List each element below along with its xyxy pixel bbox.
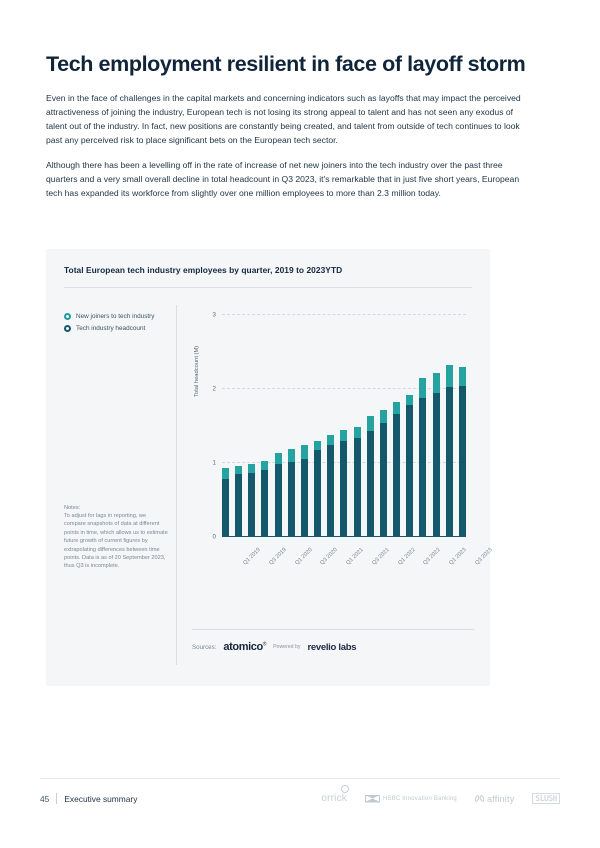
legend-label: Tech industry headcount — [76, 325, 146, 333]
x-axis-tick: Q3 2023 — [473, 547, 494, 567]
bar[interactable] — [354, 427, 361, 537]
legend-item-new-joiners[interactable] — [64, 313, 174, 320]
bar-segment-new-joiners — [354, 427, 361, 438]
bar-segment-headcount — [248, 473, 255, 537]
bar[interactable] — [301, 445, 308, 537]
y-axis-tick: 1 — [212, 459, 216, 467]
x-axis-tick: Q1 2023 — [448, 547, 468, 567]
bar-segment-headcount — [459, 386, 466, 537]
bar-segment-new-joiners — [446, 365, 453, 386]
page-footer — [40, 793, 560, 804]
bar[interactable] — [248, 464, 255, 537]
footer-divider — [40, 778, 560, 779]
bar-segment-new-joiners — [222, 468, 229, 478]
bar[interactable] — [419, 378, 426, 537]
footer-separator — [56, 793, 57, 804]
bar-segment-new-joiners — [419, 378, 426, 398]
paragraph-1: Even in the face of challenges in the capital markets and concerning indicators such as layoffs that may impact the perceived attractiveness of joining the industry, European tech is not losing its strong appeal to talent and has not seen any exodus of talent out of the industry. In fact, new positions are constantly being created, and talent from outside of tech continues to look past any perceived risk to place significant bets on the European tech sector. — [46, 93, 521, 145]
hsbc-logo — [365, 795, 457, 803]
x-axis-tick: Q3 2020 — [319, 547, 340, 567]
chart-notes — [64, 505, 168, 571]
bar[interactable] — [433, 373, 440, 537]
chart-side-panel — [64, 305, 174, 665]
bar-segment-new-joiners — [301, 445, 308, 459]
x-axis-labels — [222, 543, 494, 603]
y-axis-tick: 2 — [212, 385, 216, 393]
panel-divider — [176, 305, 177, 665]
orrick-wordmark: orrick — [321, 793, 347, 804]
chart-title-divider — [64, 287, 472, 288]
bar-segment-new-joiners — [433, 373, 440, 393]
notes-heading: Notes: — [64, 505, 81, 511]
chart-plot-area — [192, 305, 494, 610]
slush-logo: SLUSH — [532, 793, 560, 804]
bar[interactable] — [314, 441, 321, 537]
footer-logos — [321, 793, 560, 804]
bar[interactable] — [340, 430, 347, 537]
y-axis-tick: 0 — [212, 533, 216, 541]
bar-segment-headcount — [354, 438, 361, 537]
notes-body: To adjust for lags in reporting, we compare snapshots of data at different points in time, which allows us to estimate future growth of current figures by extrapolating differences between time points. Data is as of 20 September 2023, thus Q3 is incomplete. — [64, 513, 168, 570]
bar-segment-headcount — [406, 405, 413, 537]
bar-segment-new-joiners — [248, 464, 255, 473]
affinity-rings-icon — [475, 795, 484, 802]
bar-segment-headcount — [367, 431, 374, 537]
bar[interactable] — [380, 410, 387, 537]
legend-item-headcount[interactable] — [64, 325, 174, 332]
bar-segment-new-joiners — [459, 367, 466, 386]
bar[interactable] — [446, 365, 453, 537]
bar-segment-headcount — [301, 459, 308, 537]
bar-segment-new-joiners — [288, 449, 295, 462]
x-axis-tick: Q1 2022 — [396, 547, 417, 567]
bar-segment-headcount — [393, 414, 400, 537]
chart-legend — [64, 313, 174, 332]
x-axis-tick: Q1 2020 — [294, 547, 314, 567]
bar-segment-new-joiners — [314, 441, 321, 450]
sources-row — [192, 641, 356, 653]
bar-segment-new-joiners — [275, 453, 282, 465]
bar-segment-headcount — [235, 474, 242, 537]
body-copy — [46, 92, 526, 200]
affinity-logo — [475, 794, 514, 804]
bar-segment-headcount — [419, 398, 426, 537]
page-number: 45 — [40, 793, 50, 804]
chart-title: Total European tech industry employees by quarter, 2019 to 2023YTD — [64, 265, 343, 275]
bar[interactable] — [235, 466, 242, 537]
revelio-labs-logo: revelio labs — [307, 641, 357, 653]
bar-segment-new-joiners — [327, 435, 334, 445]
atomico-logo — [223, 641, 266, 653]
sources-label: Sources: — [192, 643, 217, 651]
bar-segment-new-joiners — [235, 466, 242, 474]
bar-segment-headcount — [288, 462, 295, 537]
y-axis-tick: 3 — [212, 311, 216, 319]
x-axis-tick: Q1 2019 — [242, 547, 263, 567]
plot-canvas — [212, 311, 466, 541]
paragraph-2: Although there has been a levelling off in the rate of increase of net new joiners into the tech industry over the past three quarters and a very small overall decline in total headcount in Q3 2023, it's remarkable that in just five short years, European tech has expanded its workforce from slightly over one million employees to more than 2.3 million today. — [46, 159, 520, 198]
registered-mark-icon: ® — [262, 641, 267, 648]
bar-segment-headcount — [433, 393, 440, 537]
bar-segment-new-joiners — [380, 410, 387, 423]
x-axis-tick: Q1 2021 — [345, 547, 365, 567]
x-axis-tick: Q3 2021 — [371, 547, 391, 567]
bar-segment-headcount — [446, 387, 453, 537]
bar-group — [222, 315, 466, 537]
bar-segment-headcount — [222, 479, 229, 537]
bar-segment-new-joiners — [367, 416, 374, 431]
bar-segment-headcount — [261, 470, 268, 537]
atomico-wordmark: atomico — [223, 641, 263, 653]
bar[interactable] — [261, 461, 268, 537]
y-axis-title: Total headcount (M) — [194, 345, 200, 397]
legend-marker-icon — [64, 325, 71, 332]
orrick-ring-icon — [341, 785, 349, 793]
footer-section-label: Executive summary — [64, 793, 138, 804]
bar-segment-new-joiners — [393, 402, 400, 414]
bar-segment-new-joiners — [340, 430, 347, 440]
hsbc-hexagon-icon — [365, 795, 380, 803]
chart-card — [46, 249, 494, 686]
page-title: Tech employment resilient in face of layoff storm — [46, 52, 526, 76]
bar-segment-headcount — [314, 450, 321, 537]
bar-segment-headcount — [380, 423, 387, 537]
orrick-logo — [321, 793, 347, 804]
bar-segment-new-joiners — [261, 461, 268, 471]
footer-left — [40, 793, 137, 804]
bar[interactable] — [222, 468, 229, 537]
bar-segment-headcount — [327, 445, 334, 538]
bar[interactable] — [275, 453, 282, 537]
bar[interactable] — [459, 367, 466, 537]
powered-by-label: Powered by — [273, 644, 301, 650]
bar[interactable] — [393, 402, 400, 537]
bar-segment-new-joiners — [406, 395, 413, 405]
bar[interactable] — [327, 435, 334, 537]
legend-marker-icon — [64, 313, 71, 320]
x-axis-tick: Q3 2019 — [268, 547, 288, 567]
bar[interactable] — [367, 416, 374, 537]
bar-segment-headcount — [275, 464, 282, 537]
bar[interactable] — [288, 449, 295, 537]
hsbc-wordmark: HSBC Innovation Banking — [382, 795, 457, 802]
bar[interactable] — [406, 395, 413, 537]
x-axis-tick: Q3 2022 — [422, 547, 442, 567]
sources-divider — [192, 629, 474, 630]
bar-segment-headcount — [340, 441, 347, 537]
legend-label: New joiners to tech industry — [76, 313, 155, 320]
affinity-wordmark: affinity — [486, 793, 515, 804]
